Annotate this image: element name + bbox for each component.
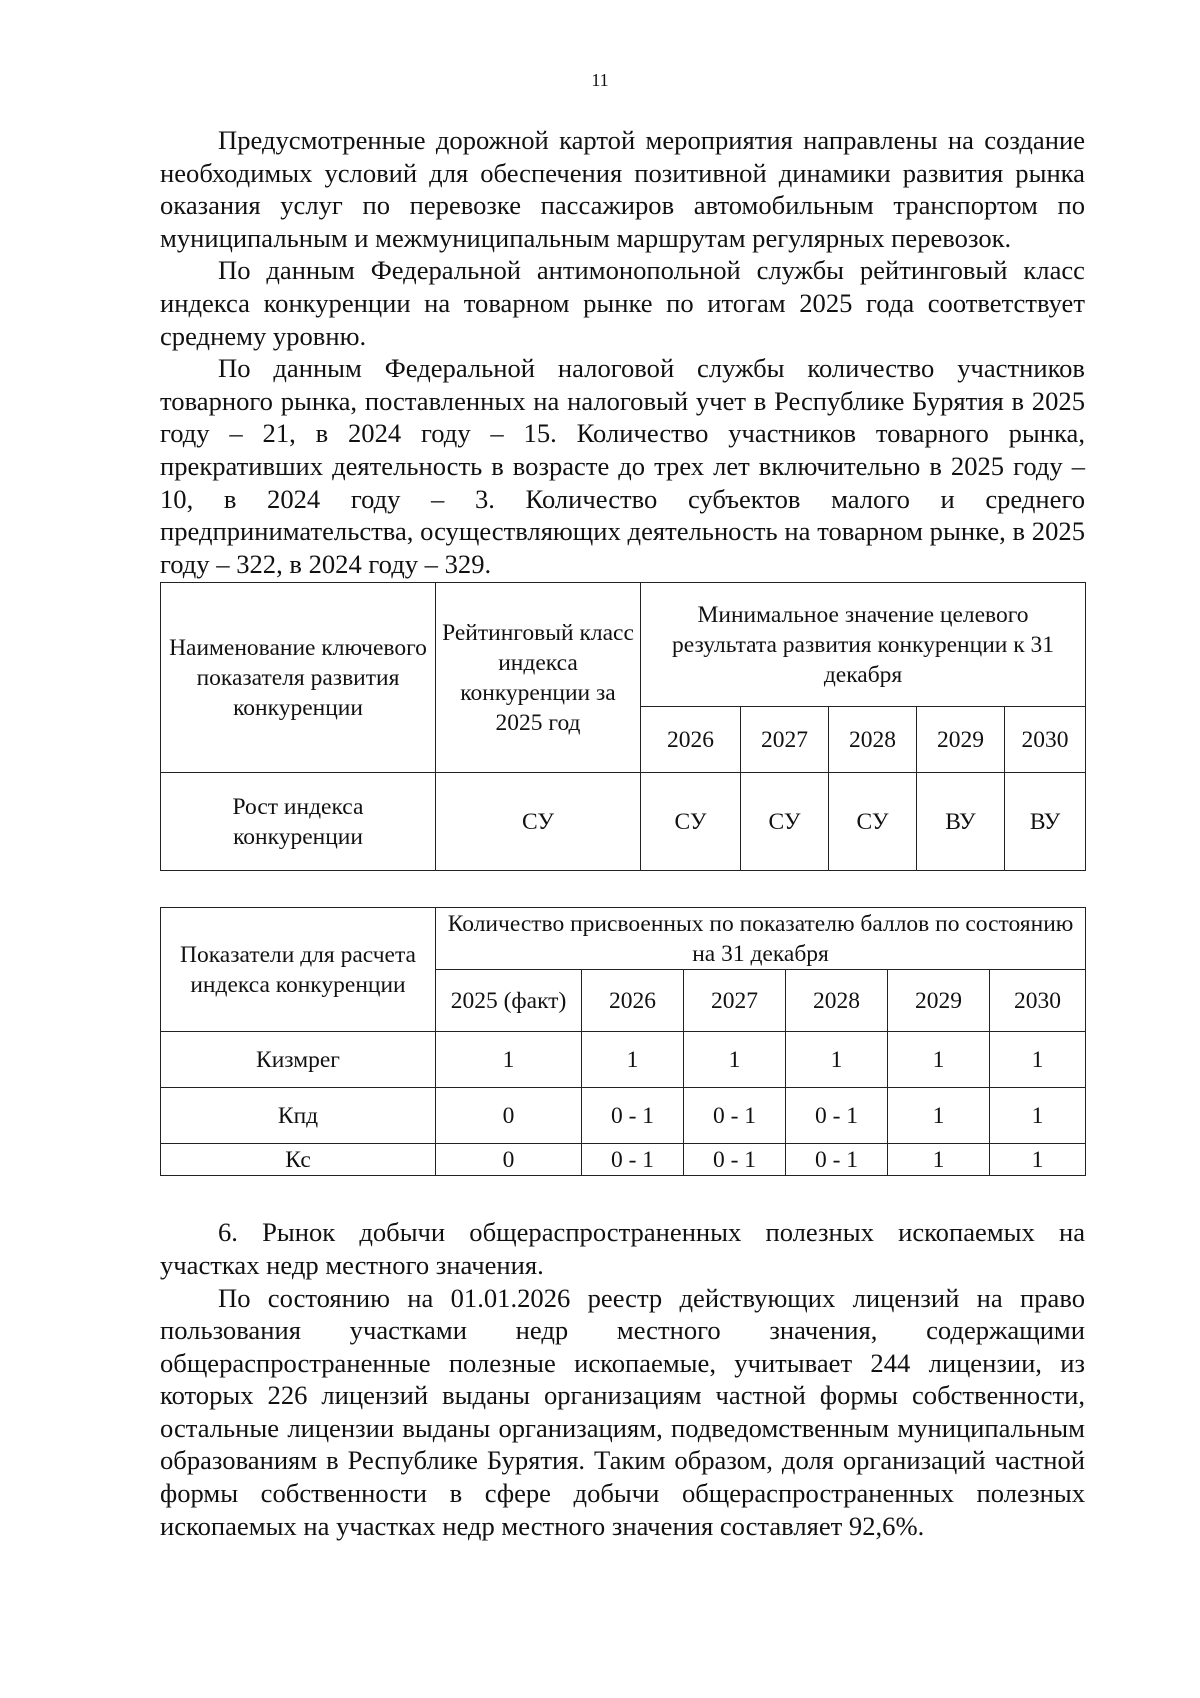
table2-cell: 0 - 1	[786, 1144, 888, 1176]
table1-cell: СУ	[741, 773, 829, 871]
table2-year: 2026	[582, 970, 684, 1032]
table1-year: 2030	[1005, 707, 1086, 773]
table2-header-indicator: Показатели для расчета индекса конкуренции	[161, 908, 436, 1032]
table1-year: 2026	[641, 707, 741, 773]
table2-year: 2029	[888, 970, 990, 1032]
table2-row-name: Кпд	[161, 1088, 436, 1144]
table2-row-name: Кизмрег	[161, 1032, 436, 1088]
table2-year: 2028	[786, 970, 888, 1032]
document-body	[160, 124, 1085, 1542]
table-row	[161, 773, 1086, 871]
table2-cell: 0	[436, 1088, 582, 1144]
table2-cell: 1	[990, 1144, 1086, 1176]
table2-header-scores: Количество присвоенных по показателю баллов по состоянию на 31 декабря	[436, 908, 1086, 970]
table1-cell: СУ	[641, 773, 741, 871]
paragraph-fas: По данным Федеральной антимонопольной службы рейтинговый класс индекса конкуренции на товарном рынке по итогам 2025 года соответствует среднему уровню.	[160, 255, 1085, 351]
table2-cell: 0	[436, 1144, 582, 1176]
table2-year: 2027	[684, 970, 786, 1032]
table2-cell: 0 - 1	[684, 1144, 786, 1176]
table2-cell: 1	[888, 1032, 990, 1088]
table2-cell: 1	[582, 1032, 684, 1088]
competition-score-table	[160, 907, 1086, 1176]
table1-header-rating: Рейтинговый класс индекса конкуренции за 2025 год	[436, 583, 641, 773]
table1-cell: ВУ	[917, 773, 1005, 871]
table-row	[161, 1088, 1086, 1144]
table1-year: 2027	[741, 707, 829, 773]
paragraph-licenses: По состоянию на 01.01.2026 реестр действующих лицензий на право пользования участками недр местного значения, содержащими общераспространенные полезные ископаемые, учитывает 244 лицензии, из которых 226 лицензий выданы организациям частной формы собственности, остальные лицензии выданы организациям, подведомственным муниципальным образованиям в Республике Бурятия. Таким образом, доля организаций частной формы собственности в сфере добычи общераспространенных полезных ископаемых на участках недр местного значения составляет 92,6%.	[160, 1282, 1085, 1541]
table1-cell: СУ	[829, 773, 917, 871]
table2-cell: 0 - 1	[582, 1144, 684, 1176]
page-number: 11	[591, 70, 609, 90]
table1-row-name: Рост индекса конкуренции	[161, 773, 436, 871]
table2-row-name: Кс	[161, 1144, 436, 1176]
table2-cell: 1	[436, 1032, 582, 1088]
table2-cell: 0 - 1	[582, 1088, 684, 1144]
table2-cell: 1	[888, 1144, 990, 1176]
table2-cell: 1	[888, 1088, 990, 1144]
table2-cell: 1	[990, 1032, 1086, 1088]
section-heading-mining-market: 6. Рынок добычи общераспространенных полезных ископаемых на участках недр местного значения.	[160, 1217, 1085, 1280]
table1-year: 2029	[917, 707, 1005, 773]
paragraph-fns: По данным Федеральной налоговой службы количество участников товарного рынка, поставленных на налоговый учет в Республике Бурятия в 2025 году – 21, в 2024 году – 15. Количество участников товарного рынка, прекративших деятельность в возрасте до трех лет включительно в 2025 году – 10, в 2024 году – 3. Количество субъектов малого и среднего предпринимательства, осуществляющих деятельность на товарном рынке, в 2025 году – 322, в 2024 году – 329.	[160, 353, 1085, 579]
table2-cell: 1	[990, 1088, 1086, 1144]
table-row	[161, 1144, 1086, 1176]
table2-cell: 1	[786, 1032, 888, 1088]
table2-year: 2025 (факт)	[436, 970, 582, 1032]
paragraph-roadmap: Предусмотренные дорожной картой мероприятия направлены на создание необходимых условий для обеспечения позитивной динамики развития рынка оказания услуг по перевозке пассажиров автомобильным транспортом по муниципальным и межмуниципальным маршрутам регулярных перевозок.	[160, 125, 1085, 253]
table2-cell: 0 - 1	[684, 1088, 786, 1144]
table2-cell: 0 - 1	[786, 1088, 888, 1144]
table1-cell: ВУ	[1005, 773, 1086, 871]
table2-cell: 1	[684, 1032, 786, 1088]
table2-year: 2030	[990, 970, 1086, 1032]
table1-header-target: Минимальное значение целевого результата развития конкуренции к 31 декабря	[641, 583, 1086, 707]
table1-year: 2028	[829, 707, 917, 773]
competition-target-table	[160, 582, 1086, 871]
table1-header-indicator: Наименование ключевого показателя развития конкуренции	[161, 583, 436, 773]
table-row	[161, 1032, 1086, 1088]
table1-row-rating: СУ	[436, 773, 641, 871]
